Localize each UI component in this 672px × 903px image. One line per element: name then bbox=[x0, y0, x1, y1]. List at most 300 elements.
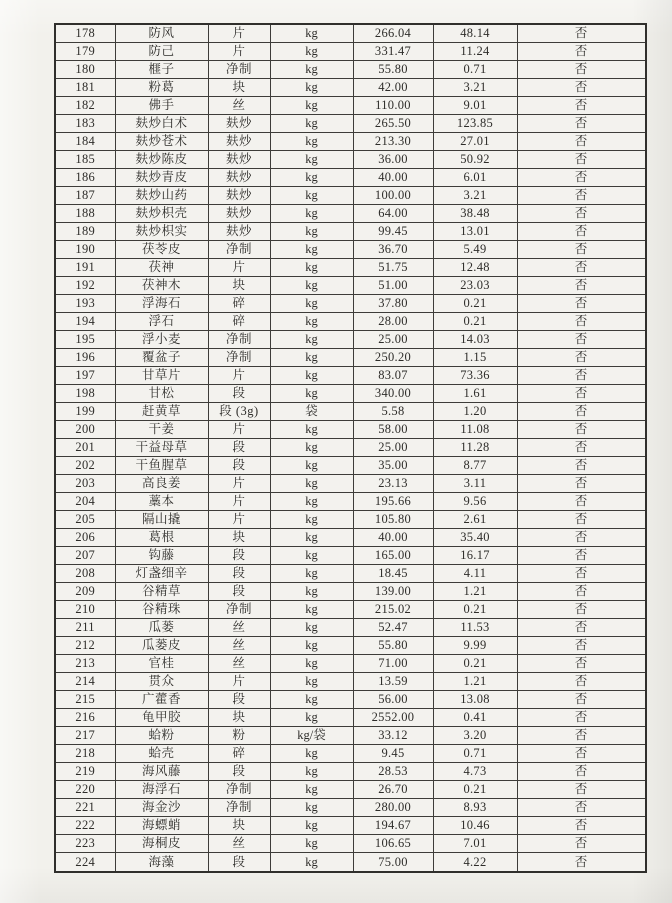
table-row bbox=[55, 691, 646, 709]
cell-value-1: 51.75 bbox=[353, 259, 433, 277]
cell-flag: 否 bbox=[517, 421, 646, 439]
table-row bbox=[55, 655, 646, 673]
cell-flag: 否 bbox=[517, 259, 646, 277]
cell-flag: 否 bbox=[517, 835, 646, 853]
cell-value-1: 9.45 bbox=[353, 745, 433, 763]
cell-processing: 段 bbox=[208, 691, 270, 709]
cell-processing: 块 bbox=[208, 709, 270, 727]
cell-unit: kg bbox=[270, 241, 353, 259]
cell-unit: kg bbox=[270, 565, 353, 583]
cell-unit: kg bbox=[270, 637, 353, 655]
cell-value-1: 18.45 bbox=[353, 565, 433, 583]
cell-unit: kg bbox=[270, 457, 353, 475]
cell-herb-name: 蛤粉 bbox=[115, 727, 208, 745]
cell-herb-name: 麸炒苍术 bbox=[115, 133, 208, 151]
cell-value-2: 0.71 bbox=[433, 745, 517, 763]
cell-value-1: 52.47 bbox=[353, 619, 433, 637]
cell-value-2: 11.08 bbox=[433, 421, 517, 439]
cell-flag: 否 bbox=[517, 781, 646, 799]
cell-value-1: 23.13 bbox=[353, 475, 433, 493]
cell-herb-name: 茯神 bbox=[115, 259, 208, 277]
cell-value-2: 11.28 bbox=[433, 439, 517, 457]
table-row bbox=[55, 24, 646, 43]
table-row bbox=[55, 205, 646, 223]
cell-unit: kg bbox=[270, 583, 353, 601]
cell-flag: 否 bbox=[517, 745, 646, 763]
cell-value-1: 58.00 bbox=[353, 421, 433, 439]
cell-herb-name: 干益母草 bbox=[115, 439, 208, 457]
cell-value-1: 33.12 bbox=[353, 727, 433, 745]
cell-value-2: 1.15 bbox=[433, 349, 517, 367]
cell-value-2: 0.21 bbox=[433, 295, 517, 313]
cell-row-number: 202 bbox=[55, 457, 115, 475]
cell-flag: 否 bbox=[517, 619, 646, 637]
cell-unit: kg bbox=[270, 853, 353, 872]
cell-value-1: 266.04 bbox=[353, 24, 433, 43]
cell-row-number: 181 bbox=[55, 79, 115, 97]
cell-row-number: 222 bbox=[55, 817, 115, 835]
cell-value-2: 35.40 bbox=[433, 529, 517, 547]
table-row bbox=[55, 529, 646, 547]
cell-herb-name: 贯众 bbox=[115, 673, 208, 691]
cell-flag: 否 bbox=[517, 493, 646, 511]
cell-value-2: 1.21 bbox=[433, 583, 517, 601]
cell-row-number: 186 bbox=[55, 169, 115, 187]
cell-value-2: 3.11 bbox=[433, 475, 517, 493]
table-row bbox=[55, 457, 646, 475]
cell-unit: kg bbox=[270, 295, 353, 313]
cell-value-1: 139.00 bbox=[353, 583, 433, 601]
cell-value-1: 213.30 bbox=[353, 133, 433, 151]
cell-value-2: 9.99 bbox=[433, 637, 517, 655]
cell-row-number: 203 bbox=[55, 475, 115, 493]
cell-unit: kg bbox=[270, 601, 353, 619]
table-row bbox=[55, 745, 646, 763]
cell-flag: 否 bbox=[517, 583, 646, 601]
cell-unit: kg bbox=[270, 511, 353, 529]
cell-value-1: 35.00 bbox=[353, 457, 433, 475]
table-row bbox=[55, 853, 646, 872]
cell-processing: 片 bbox=[208, 421, 270, 439]
cell-value-1: 99.45 bbox=[353, 223, 433, 241]
cell-unit: kg bbox=[270, 421, 353, 439]
cell-row-number: 206 bbox=[55, 529, 115, 547]
cell-unit: kg bbox=[270, 169, 353, 187]
cell-value-1: 37.80 bbox=[353, 295, 433, 313]
cell-herb-name: 海风藤 bbox=[115, 763, 208, 781]
cell-row-number: 180 bbox=[55, 61, 115, 79]
cell-unit: kg bbox=[270, 745, 353, 763]
cell-value-1: 42.00 bbox=[353, 79, 433, 97]
cell-unit: kg bbox=[270, 223, 353, 241]
cell-row-number: 178 bbox=[55, 24, 115, 43]
cell-herb-name: 海金沙 bbox=[115, 799, 208, 817]
cell-herb-name: 官桂 bbox=[115, 655, 208, 673]
cell-row-number: 196 bbox=[55, 349, 115, 367]
cell-row-number: 224 bbox=[55, 853, 115, 872]
table-row bbox=[55, 295, 646, 313]
cell-unit: kg bbox=[270, 277, 353, 295]
cell-herb-name: 海桐皮 bbox=[115, 835, 208, 853]
cell-unit: kg bbox=[270, 79, 353, 97]
cell-row-number: 190 bbox=[55, 241, 115, 259]
cell-value-2: 50.92 bbox=[433, 151, 517, 169]
table-row bbox=[55, 817, 646, 835]
cell-value-2: 73.36 bbox=[433, 367, 517, 385]
cell-unit: kg bbox=[270, 691, 353, 709]
cell-flag: 否 bbox=[517, 241, 646, 259]
cell-unit: kg bbox=[270, 24, 353, 43]
cell-herb-name: 谷精草 bbox=[115, 583, 208, 601]
cell-unit: kg bbox=[270, 655, 353, 673]
cell-flag: 否 bbox=[517, 97, 646, 115]
cell-value-1: 28.53 bbox=[353, 763, 433, 781]
cell-value-2: 3.21 bbox=[433, 187, 517, 205]
cell-flag: 否 bbox=[517, 205, 646, 223]
table-row bbox=[55, 475, 646, 493]
cell-unit: kg bbox=[270, 673, 353, 691]
cell-processing: 段 bbox=[208, 385, 270, 403]
cell-herb-name: 谷精珠 bbox=[115, 601, 208, 619]
cell-processing: 碎 bbox=[208, 295, 270, 313]
cell-value-2: 38.48 bbox=[433, 205, 517, 223]
cell-value-2: 7.01 bbox=[433, 835, 517, 853]
cell-processing: 块 bbox=[208, 529, 270, 547]
cell-herb-name: 赶黄草 bbox=[115, 403, 208, 421]
cell-value-2: 27.01 bbox=[433, 133, 517, 151]
cell-processing: 麸炒 bbox=[208, 187, 270, 205]
cell-row-number: 184 bbox=[55, 133, 115, 151]
table-row bbox=[55, 619, 646, 637]
cell-processing: 段 bbox=[208, 763, 270, 781]
cell-herb-name: 麸炒枳壳 bbox=[115, 205, 208, 223]
cell-unit: kg bbox=[270, 115, 353, 133]
cell-row-number: 221 bbox=[55, 799, 115, 817]
cell-value-1: 28.00 bbox=[353, 313, 433, 331]
cell-unit: kg bbox=[270, 439, 353, 457]
cell-processing: 块 bbox=[208, 817, 270, 835]
table-row bbox=[55, 403, 646, 421]
cell-value-1: 100.00 bbox=[353, 187, 433, 205]
cell-value-1: 40.00 bbox=[353, 529, 433, 547]
cell-unit: kg bbox=[270, 799, 353, 817]
table-row bbox=[55, 367, 646, 385]
cell-value-1: 5.58 bbox=[353, 403, 433, 421]
cell-unit: kg bbox=[270, 817, 353, 835]
cell-flag: 否 bbox=[517, 61, 646, 79]
cell-processing: 片 bbox=[208, 43, 270, 61]
cell-value-2: 3.20 bbox=[433, 727, 517, 745]
cell-processing: 净制 bbox=[208, 61, 270, 79]
cell-flag: 否 bbox=[517, 565, 646, 583]
table-row bbox=[55, 547, 646, 565]
cell-processing: 片 bbox=[208, 673, 270, 691]
table-row bbox=[55, 169, 646, 187]
cell-flag: 否 bbox=[517, 331, 646, 349]
cell-value-2: 16.17 bbox=[433, 547, 517, 565]
cell-value-2: 4.22 bbox=[433, 853, 517, 872]
cell-value-2: 9.56 bbox=[433, 493, 517, 511]
table-row bbox=[55, 187, 646, 205]
cell-value-1: 75.00 bbox=[353, 853, 433, 872]
cell-value-1: 26.70 bbox=[353, 781, 433, 799]
cell-value-2: 0.21 bbox=[433, 781, 517, 799]
cell-row-number: 193 bbox=[55, 295, 115, 313]
cell-value-2: 13.08 bbox=[433, 691, 517, 709]
cell-value-2: 6.01 bbox=[433, 169, 517, 187]
table-row bbox=[55, 583, 646, 601]
cell-herb-name: 蛤壳 bbox=[115, 745, 208, 763]
cell-row-number: 197 bbox=[55, 367, 115, 385]
cell-processing: 段 bbox=[208, 547, 270, 565]
table-row bbox=[55, 421, 646, 439]
table-body bbox=[55, 24, 646, 872]
table-row bbox=[55, 97, 646, 115]
cell-row-number: 179 bbox=[55, 43, 115, 61]
cell-herb-name: 防风 bbox=[115, 24, 208, 43]
cell-herb-name: 茯神木 bbox=[115, 277, 208, 295]
cell-processing: 片 bbox=[208, 259, 270, 277]
cell-processing: 粉 bbox=[208, 727, 270, 745]
table-row bbox=[55, 493, 646, 511]
cell-flag: 否 bbox=[517, 655, 646, 673]
cell-row-number: 209 bbox=[55, 583, 115, 601]
cell-flag: 否 bbox=[517, 115, 646, 133]
cell-value-2: 12.48 bbox=[433, 259, 517, 277]
cell-processing: 丝 bbox=[208, 97, 270, 115]
table-row bbox=[55, 727, 646, 745]
cell-herb-name: 瓜蒌 bbox=[115, 619, 208, 637]
cell-value-1: 340.00 bbox=[353, 385, 433, 403]
cell-herb-name: 海藻 bbox=[115, 853, 208, 872]
cell-row-number: 189 bbox=[55, 223, 115, 241]
table-row bbox=[55, 277, 646, 295]
cell-herb-name: 粉葛 bbox=[115, 79, 208, 97]
cell-processing: 丝 bbox=[208, 655, 270, 673]
cell-unit: kg bbox=[270, 475, 353, 493]
cell-processing: 片 bbox=[208, 24, 270, 43]
cell-herb-name: 龟甲胶 bbox=[115, 709, 208, 727]
cell-flag: 否 bbox=[517, 457, 646, 475]
cell-processing: 麸炒 bbox=[208, 115, 270, 133]
cell-value-2: 10.46 bbox=[433, 817, 517, 835]
cell-herb-name: 浮石 bbox=[115, 313, 208, 331]
cell-value-2: 48.14 bbox=[433, 24, 517, 43]
cell-flag: 否 bbox=[517, 169, 646, 187]
cell-flag: 否 bbox=[517, 673, 646, 691]
cell-value-1: 215.02 bbox=[353, 601, 433, 619]
cell-herb-name: 干姜 bbox=[115, 421, 208, 439]
cell-flag: 否 bbox=[517, 853, 646, 872]
table-row bbox=[55, 565, 646, 583]
cell-unit: kg bbox=[270, 205, 353, 223]
cell-value-2: 13.01 bbox=[433, 223, 517, 241]
cell-processing: 麸炒 bbox=[208, 151, 270, 169]
cell-herb-name: 麸炒陈皮 bbox=[115, 151, 208, 169]
cell-row-number: 216 bbox=[55, 709, 115, 727]
cell-value-1: 25.00 bbox=[353, 331, 433, 349]
cell-value-2: 8.93 bbox=[433, 799, 517, 817]
cell-value-1: 25.00 bbox=[353, 439, 433, 457]
table-row bbox=[55, 637, 646, 655]
cell-flag: 否 bbox=[517, 727, 646, 745]
cell-processing: 段 bbox=[208, 457, 270, 475]
cell-value-2: 8.77 bbox=[433, 457, 517, 475]
cell-row-number: 215 bbox=[55, 691, 115, 709]
cell-unit: kg bbox=[270, 781, 353, 799]
cell-row-number: 185 bbox=[55, 151, 115, 169]
cell-unit: kg bbox=[270, 259, 353, 277]
cell-herb-name: 瓜蒌皮 bbox=[115, 637, 208, 655]
cell-value-1: 106.65 bbox=[353, 835, 433, 853]
cell-value-1: 165.00 bbox=[353, 547, 433, 565]
cell-value-1: 36.00 bbox=[353, 151, 433, 169]
table-row bbox=[55, 439, 646, 457]
cell-row-number: 183 bbox=[55, 115, 115, 133]
cell-row-number: 213 bbox=[55, 655, 115, 673]
cell-flag: 否 bbox=[517, 349, 646, 367]
cell-value-1: 40.00 bbox=[353, 169, 433, 187]
cell-processing: 麸炒 bbox=[208, 169, 270, 187]
cell-processing: 片 bbox=[208, 475, 270, 493]
cell-row-number: 205 bbox=[55, 511, 115, 529]
cell-flag: 否 bbox=[517, 151, 646, 169]
cell-row-number: 223 bbox=[55, 835, 115, 853]
cell-unit: 袋 bbox=[270, 403, 353, 421]
cell-processing: 段 bbox=[208, 565, 270, 583]
cell-flag: 否 bbox=[517, 511, 646, 529]
cell-value-2: 0.71 bbox=[433, 61, 517, 79]
cell-processing: 净制 bbox=[208, 331, 270, 349]
cell-herb-name: 覆盆子 bbox=[115, 349, 208, 367]
cell-flag: 否 bbox=[517, 439, 646, 457]
table-row bbox=[55, 313, 646, 331]
cell-processing: 片 bbox=[208, 493, 270, 511]
cell-value-1: 51.00 bbox=[353, 277, 433, 295]
cell-processing: 块 bbox=[208, 79, 270, 97]
cell-flag: 否 bbox=[517, 709, 646, 727]
cell-row-number: 192 bbox=[55, 277, 115, 295]
cell-unit: kg bbox=[270, 61, 353, 79]
cell-processing: 碎 bbox=[208, 745, 270, 763]
cell-herb-name: 榧子 bbox=[115, 61, 208, 79]
table-row bbox=[55, 79, 646, 97]
cell-herb-name: 海螵蛸 bbox=[115, 817, 208, 835]
cell-unit: kg bbox=[270, 43, 353, 61]
cell-unit: kg/袋 bbox=[270, 727, 353, 745]
cell-processing: 净制 bbox=[208, 799, 270, 817]
cell-processing: 净制 bbox=[208, 241, 270, 259]
cell-value-1: 13.59 bbox=[353, 673, 433, 691]
cell-flag: 否 bbox=[517, 799, 646, 817]
cell-processing: 净制 bbox=[208, 349, 270, 367]
cell-unit: kg bbox=[270, 97, 353, 115]
cell-row-number: 219 bbox=[55, 763, 115, 781]
table-row bbox=[55, 601, 646, 619]
cell-unit: kg bbox=[270, 367, 353, 385]
cell-processing: 段 (3g) bbox=[208, 403, 270, 421]
cell-value-2: 4.11 bbox=[433, 565, 517, 583]
cell-flag: 否 bbox=[517, 385, 646, 403]
cell-row-number: 214 bbox=[55, 673, 115, 691]
cell-flag: 否 bbox=[517, 637, 646, 655]
cell-value-2: 11.24 bbox=[433, 43, 517, 61]
cell-row-number: 201 bbox=[55, 439, 115, 457]
cell-value-1: 250.20 bbox=[353, 349, 433, 367]
table-row bbox=[55, 133, 646, 151]
cell-processing: 片 bbox=[208, 367, 270, 385]
cell-flag: 否 bbox=[517, 133, 646, 151]
table-row bbox=[55, 673, 646, 691]
cell-value-1: 71.00 bbox=[353, 655, 433, 673]
cell-value-1: 64.00 bbox=[353, 205, 433, 223]
cell-value-2: 0.21 bbox=[433, 655, 517, 673]
cell-herb-name: 麸炒青皮 bbox=[115, 169, 208, 187]
cell-row-number: 204 bbox=[55, 493, 115, 511]
cell-row-number: 198 bbox=[55, 385, 115, 403]
cell-value-2: 0.41 bbox=[433, 709, 517, 727]
cell-unit: kg bbox=[270, 133, 353, 151]
cell-herb-name: 佛手 bbox=[115, 97, 208, 115]
cell-processing: 碎 bbox=[208, 313, 270, 331]
table-row bbox=[55, 259, 646, 277]
cell-value-2: 1.20 bbox=[433, 403, 517, 421]
cell-flag: 否 bbox=[517, 295, 646, 313]
cell-value-2: 5.49 bbox=[433, 241, 517, 259]
table-row bbox=[55, 799, 646, 817]
cell-unit: kg bbox=[270, 331, 353, 349]
cell-row-number: 208 bbox=[55, 565, 115, 583]
cell-value-1: 110.00 bbox=[353, 97, 433, 115]
cell-value-2: 23.03 bbox=[433, 277, 517, 295]
cell-herb-name: 高良姜 bbox=[115, 475, 208, 493]
cell-flag: 否 bbox=[517, 24, 646, 43]
cell-value-1: 331.47 bbox=[353, 43, 433, 61]
cell-herb-name: 钩藤 bbox=[115, 547, 208, 565]
cell-unit: kg bbox=[270, 619, 353, 637]
cell-flag: 否 bbox=[517, 313, 646, 331]
cell-herb-name: 干鱼腥草 bbox=[115, 457, 208, 475]
cell-value-2: 4.73 bbox=[433, 763, 517, 781]
cell-processing: 净制 bbox=[208, 781, 270, 799]
cell-row-number: 199 bbox=[55, 403, 115, 421]
cell-row-number: 195 bbox=[55, 331, 115, 349]
table-row bbox=[55, 349, 646, 367]
cell-unit: kg bbox=[270, 187, 353, 205]
cell-value-2: 1.61 bbox=[433, 385, 517, 403]
cell-herb-name: 隔山撬 bbox=[115, 511, 208, 529]
cell-value-1: 280.00 bbox=[353, 799, 433, 817]
cell-herb-name: 浮海石 bbox=[115, 295, 208, 313]
table-row bbox=[55, 385, 646, 403]
cell-value-1: 36.70 bbox=[353, 241, 433, 259]
cell-herb-name: 茯苓皮 bbox=[115, 241, 208, 259]
cell-value-1: 56.00 bbox=[353, 691, 433, 709]
cell-unit: kg bbox=[270, 385, 353, 403]
cell-value-1: 105.80 bbox=[353, 511, 433, 529]
cell-value-1: 55.80 bbox=[353, 637, 433, 655]
cell-value-2: 3.21 bbox=[433, 79, 517, 97]
cell-processing: 麸炒 bbox=[208, 205, 270, 223]
cell-flag: 否 bbox=[517, 403, 646, 421]
cell-herb-name: 防己 bbox=[115, 43, 208, 61]
cell-herb-name: 灯盏细辛 bbox=[115, 565, 208, 583]
cell-row-number: 211 bbox=[55, 619, 115, 637]
cell-row-number: 188 bbox=[55, 205, 115, 223]
cell-flag: 否 bbox=[517, 763, 646, 781]
cell-value-2: 123.85 bbox=[433, 115, 517, 133]
cell-value-1: 2552.00 bbox=[353, 709, 433, 727]
